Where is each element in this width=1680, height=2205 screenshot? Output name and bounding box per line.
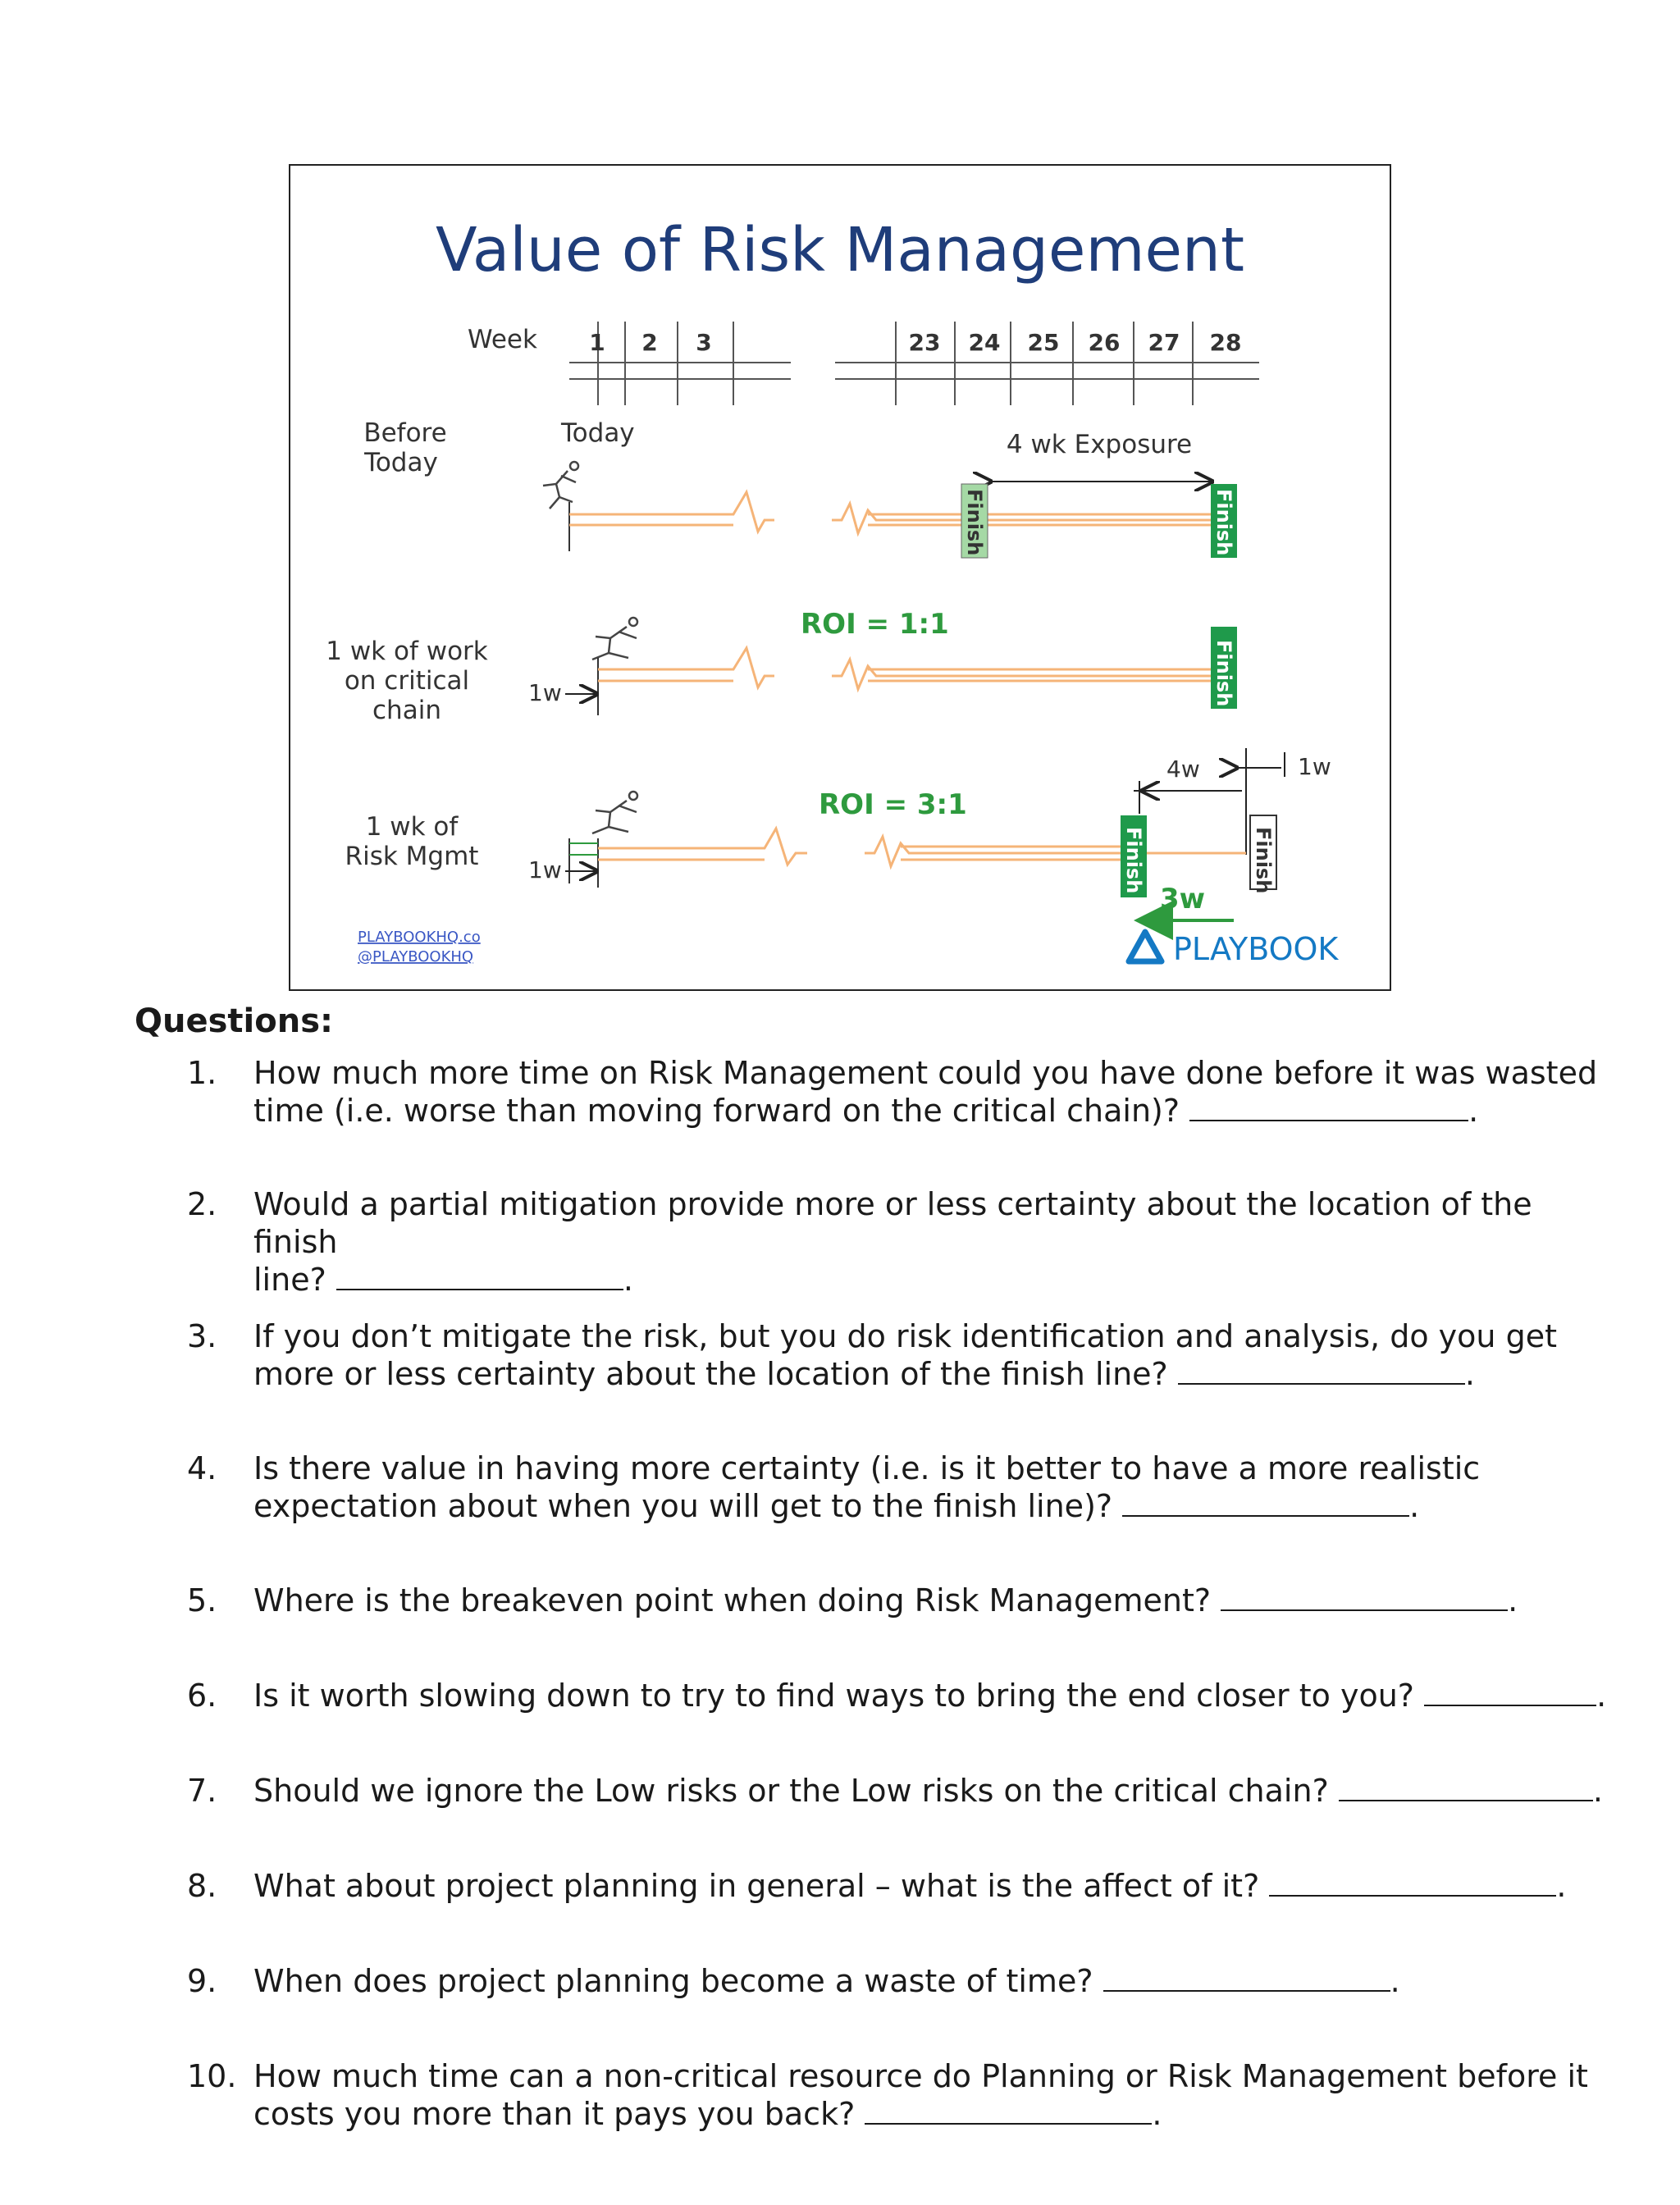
- question-text: How much time can a non-critical resource do Planning or Risk Management before it costs you more than it pays you back? .: [253, 2057, 1615, 2133]
- row3-1w-label: 1w: [528, 856, 562, 883]
- question-number: 10.: [187, 2058, 237, 2094]
- answer-blank[interactable]: [865, 2095, 1152, 2125]
- credit-website: PLAYBOOKHQ.co: [358, 929, 481, 946]
- row2-timeline: [598, 648, 1211, 689]
- span-1w-label: 1w: [1298, 753, 1331, 780]
- finish-flag-text: Finish: [1252, 827, 1275, 894]
- row2-1w-label: 1w: [528, 679, 562, 706]
- question-text: Is there value in having more certainty (i.e. is it better to have a more realistic expectation about when you will get to the finish line)? .: [253, 1449, 1615, 1525]
- question-text: Where is the breakeven point when doing Risk Management? .: [253, 1582, 1518, 1618]
- question-line: When does project planning become a waste of time?: [253, 1963, 1093, 1999]
- answer-blank[interactable]: [1178, 1355, 1465, 1385]
- question-line: If you don’t mitigate the risk, but you do risk identification and analysis, do you get: [253, 1318, 1557, 1354]
- question-number: 1.: [187, 1055, 217, 1091]
- question-number: 2.: [187, 1186, 217, 1222]
- runner-icon: [543, 462, 578, 509]
- answer-blank[interactable]: [1339, 1772, 1593, 1801]
- span-3w-label: 3w: [1160, 883, 1206, 915]
- question-line: more or less certainty about the location of the finish line?: [253, 1356, 1168, 1392]
- question-number: 4.: [187, 1450, 217, 1486]
- span-4w-label: 4w: [1166, 756, 1200, 783]
- runner-icon: [592, 618, 637, 660]
- risk-management-figure: [289, 164, 1391, 991]
- row2-label-line2: on critical: [344, 666, 470, 696]
- row3-roi: ROI = 3:1: [819, 788, 967, 821]
- question-line: Would a partial mitigation provide more or less certainty about the location of the finish: [253, 1186, 1532, 1260]
- week-tick-23: 23: [908, 329, 941, 356]
- question-line: Is it worth slowing down to try to find ways to bring the end closer to you?: [253, 1678, 1414, 1714]
- week-tick-2: 2: [641, 329, 658, 356]
- question-line: Is there value in having more certainty (i.e. is it better to have a more realistic: [253, 1450, 1481, 1486]
- questions-heading: Questions:: [135, 1002, 334, 1040]
- week-tick-25: 25: [1027, 329, 1060, 356]
- finish-flag-text: Finish: [1212, 640, 1235, 707]
- answer-blank[interactable]: [1122, 1487, 1409, 1517]
- exposure-label: 4 wk Exposure: [1006, 430, 1193, 459]
- question-number: 3.: [187, 1318, 217, 1354]
- week-tick-28: 28: [1209, 329, 1242, 356]
- row2-label-line1: 1 wk of work: [326, 637, 488, 666]
- row3-timeline: [598, 829, 1246, 866]
- row1-today-label: Today: [561, 418, 635, 448]
- question-text: How much more time on Risk Management could you have done before it was wasted time (i.e. worse than moving forward on the critical chain)? .: [253, 1054, 1615, 1130]
- row1-label-line1: Before: [363, 418, 447, 448]
- finish-flag-text: Finish: [1212, 489, 1235, 556]
- finish-flag-text: Finish: [1122, 827, 1145, 894]
- question-line: expectation about when you will get to the finish line)?: [253, 1488, 1113, 1524]
- week-tick-1: 1: [589, 329, 605, 356]
- question-line: time (i.e. worse than moving forward on the critical chain)?: [253, 1093, 1180, 1129]
- row1-label-line2: Today: [364, 448, 438, 477]
- week-tick-3: 3: [696, 329, 712, 356]
- question-text: Would a partial mitigation provide more or less certainty about the location of the finish line? .: [253, 1185, 1615, 1299]
- question-text: What about project planning in general – what is the affect of it? .: [253, 1868, 1567, 1904]
- question-text: Should we ignore the Low risks or the Low risks on the critical chain? .: [253, 1773, 1603, 1809]
- row2-roi: ROI = 1:1: [801, 608, 949, 641]
- credit-handle: @PLAYBOOKHQ: [358, 948, 474, 966]
- question-number: 5.: [187, 1582, 217, 1618]
- question-number: 9.: [187, 1963, 217, 1999]
- question-line: line?: [253, 1262, 326, 1298]
- week-tick-27: 27: [1148, 329, 1180, 356]
- question-line: Should we ignore the Low risks or the Low risks on the critical chain?: [253, 1773, 1329, 1809]
- row3-label-line2: Risk Mgmt: [345, 842, 479, 871]
- playbook-logo-text: PLAYBOOK: [1173, 931, 1339, 967]
- question-number: 6.: [187, 1678, 217, 1714]
- answer-blank[interactable]: [1189, 1092, 1468, 1121]
- figure-title: Value of Risk Management: [436, 215, 1244, 285]
- answer-blank[interactable]: [1103, 1962, 1390, 1992]
- question-text: Is it worth slowing down to try to find ways to bring the end closer to you? .: [253, 1678, 1607, 1714]
- answer-blank[interactable]: [336, 1261, 623, 1290]
- answer-blank[interactable]: [1269, 1867, 1556, 1897]
- finish-flag-text: Finish: [963, 489, 986, 556]
- week-tick-26: 26: [1088, 329, 1121, 356]
- runner-icon: [592, 792, 637, 833]
- week-tick-24: 24: [968, 329, 1001, 356]
- playbook-logo-icon: [1129, 932, 1162, 961]
- week-label: Week: [468, 325, 537, 354]
- answer-blank[interactable]: [1221, 1582, 1508, 1611]
- row3-label-line1: 1 wk of: [365, 812, 459, 842]
- question-line: How much more time on Risk Management could you have done before it was wasted: [253, 1055, 1598, 1091]
- row2-label-line3: chain: [372, 696, 441, 725]
- answer-blank[interactable]: [1424, 1677, 1596, 1706]
- question-number: 7.: [187, 1773, 217, 1809]
- question-text: When does project planning become a waste of time? .: [253, 1963, 1400, 1999]
- question-line: Where is the breakeven point when doing Risk Management?: [253, 1582, 1212, 1618]
- question-line: How much time can a non-critical resource do Planning or Risk Management before it: [253, 2058, 1588, 2094]
- question-line: What about project planning in general – what is the affect of it?: [253, 1868, 1260, 1904]
- row1-timeline: [569, 492, 1226, 533]
- question-text: If you don’t mitigate the risk, but you do risk identification and analysis, do you get more or less certainty about the location of the finish line? .: [253, 1317, 1615, 1393]
- question-number: 8.: [187, 1868, 217, 1904]
- question-line: costs you more than it pays you back?: [253, 2096, 856, 2132]
